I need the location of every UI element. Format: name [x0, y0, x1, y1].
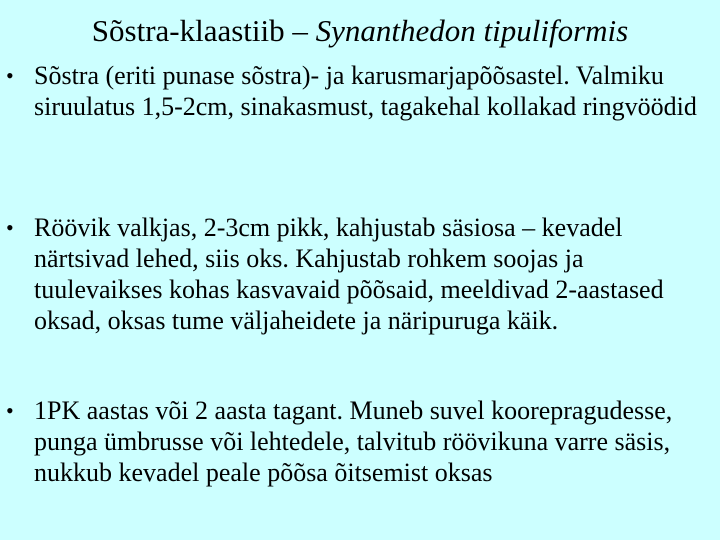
bullet-text: Röövik valkjas, 2-3cm pikk, kahjustab säsiosa – kevadel närtsivad lehed, siis oks. Kahjustab rohkem soojas ja tuulevaikses kohas kasvavaid põõsaid, meeldivad 2-aastased oksad, oksas tume väljaheidete ja näripuruga käik. — [34, 213, 664, 335]
title-latin-name: Synanthedon tipuliformis — [315, 13, 629, 48]
bullet-marker: • — [6, 63, 14, 88]
bullet-marker: • — [6, 215, 14, 240]
bullet-text: Sõstra (eriti punase sõstra)- ja karusmarjapõõsastel. Valmiku siruulatus 1,5-2cm, sinakasmust, tagakehal kollakad ringvöödid — [34, 61, 697, 121]
title-common-name: Sõstra-klaastiib – — [91, 13, 316, 48]
bullet-text: 1PK aastas või 2 aasta tagant. Muneb suvel koorepragudesse, punga ümbrusse või lehtedele, talvitub röövikuna varre säsis, nukkub kevadel peale põõsa õitsemist oksas — [34, 396, 673, 487]
bullet-marker: • — [6, 398, 14, 423]
slide-title — [0, 12, 720, 50]
